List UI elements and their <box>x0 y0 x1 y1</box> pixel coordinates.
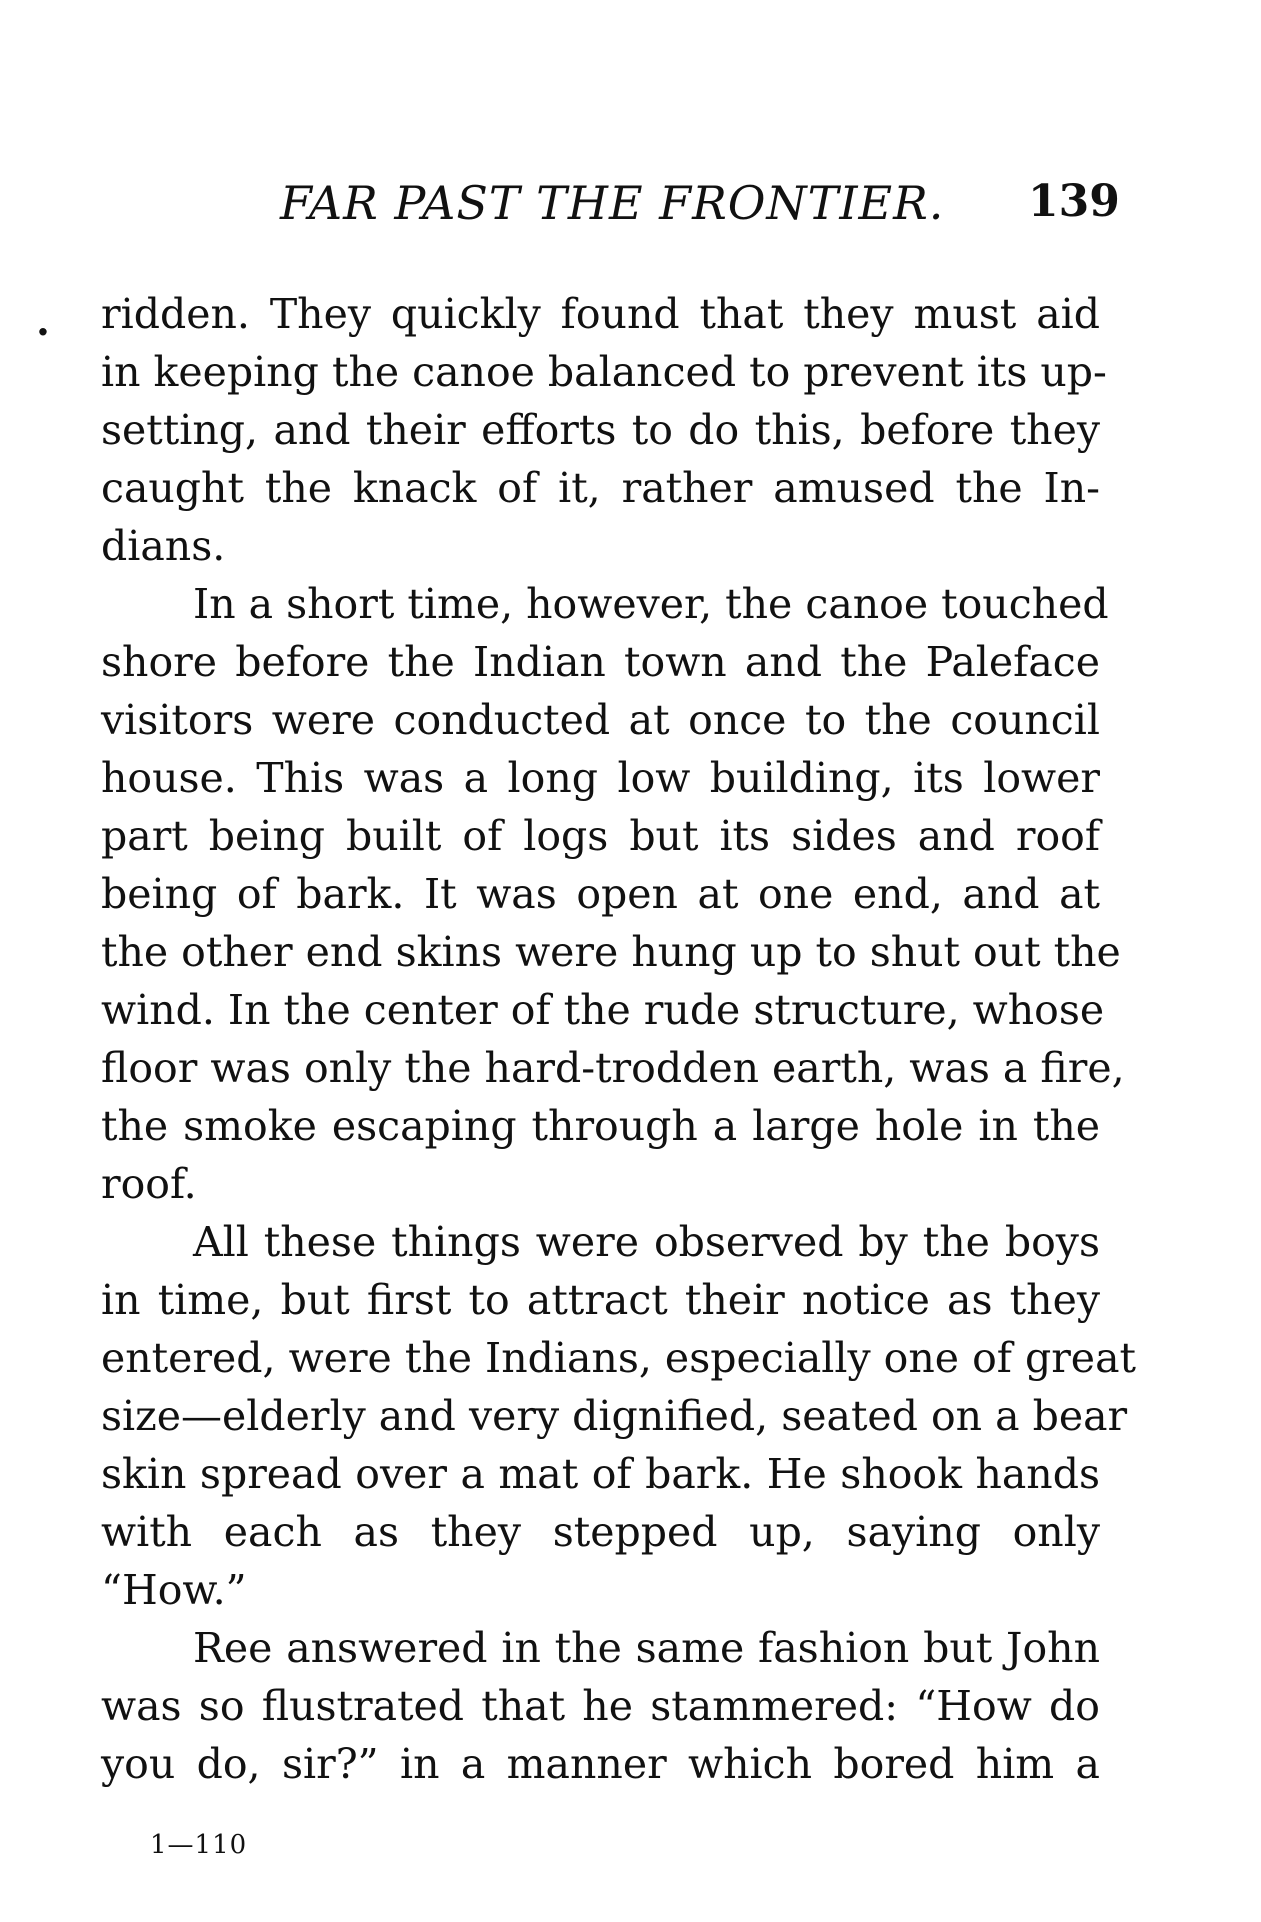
stray-mark: . <box>36 298 50 345</box>
body-text <box>101 285 1136 1793</box>
text-line: All these things were observed by the boys <box>193 1218 1100 1266</box>
text-line: visitors were conducted at once to the council <box>101 696 1100 744</box>
text-line: ridden. They quickly found that they must aid <box>101 290 1100 338</box>
text-line: shore before the Indian town and the Paleface <box>101 638 1100 686</box>
text-line: roof. <box>101 1160 197 1208</box>
text-line: size—elderly and very dignified, seated on a bear <box>101 1392 1128 1440</box>
text-line: Ree answered in the same fashion but John <box>193 1624 1100 1672</box>
text-line: was so flustrated that he stammered: “How do <box>101 1682 1100 1730</box>
text-line: wind. In the center of the rude structure, whose <box>101 986 1105 1034</box>
text-line: “How.” <box>101 1566 247 1614</box>
text-line: skin spread over a mat of bark. He shook hands <box>101 1450 1100 1498</box>
text-line: being of bark. It was open at one end, and at <box>101 870 1100 918</box>
text-line: the other end skins were hung up to shut out the <box>101 928 1121 976</box>
running-title: FAR PAST THE FRONTIER. <box>280 176 945 230</box>
text-line: the smoke escaping through a large hole in the <box>101 1102 1100 1150</box>
text-line: part being built of logs but its sides and roof <box>101 812 1100 860</box>
page-number: 139 <box>1028 176 1120 227</box>
text-line: you do, sir?” in a manner which bored him a <box>101 1740 1100 1788</box>
text-line: with each as they stepped up, saying only <box>101 1508 1100 1556</box>
text-line: in time, but first to attract their notice as they <box>101 1276 1100 1324</box>
text-line: house. This was a long low building, its lower <box>101 754 1100 802</box>
text-line: caught the knack of it, rather amused the In- <box>101 464 1100 512</box>
text-line: floor was only the hard-trodden earth, was a fire, <box>101 1044 1125 1092</box>
text-line: dians. <box>101 522 226 570</box>
signature-mark: 1—110 <box>150 1830 248 1860</box>
text-line: entered, were the Indians, especially one of great <box>101 1334 1136 1382</box>
text-line: setting, and their efforts to do this, before they <box>101 406 1100 454</box>
text-line: In a short time, however, the canoe touched <box>193 580 1109 628</box>
text-line: in keeping the canoe balanced to prevent its up- <box>101 348 1107 396</box>
